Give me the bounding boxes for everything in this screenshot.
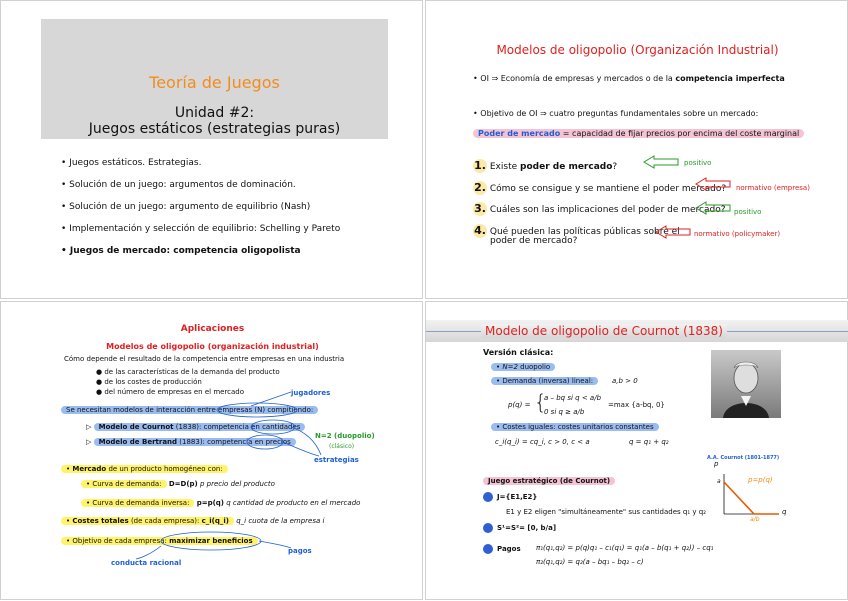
label-estrategias: estrategias: [314, 456, 359, 464]
bullet-objetivo: • Objetivo de OI ⇒ cuatro preguntas fundamentales sobre un mercado:: [473, 109, 759, 118]
list-item: ● del número de empresas en el mercado: [96, 388, 245, 396]
arrow-left-icon: [696, 178, 730, 190]
intro: Cómo depende el resultado de la competencia entre empresas en una industria: [64, 355, 345, 363]
arrow-left-icon: [644, 156, 678, 168]
graph-ab: a/b: [750, 516, 760, 523]
pq-label: p(q) =: [508, 401, 531, 409]
graph-curve-label: p=p(q): [748, 476, 773, 484]
tag-3: positivo: [734, 208, 762, 216]
bullet-5: • Juegos de mercado: competencia oligopolista: [61, 246, 301, 256]
q-sum: q = q₁ + q₂: [629, 438, 669, 446]
objetivo-line: • Objetivo de cada empresa: maximizar beneficios: [61, 537, 258, 545]
curva-demanda: • Curva de demanda: D=D(p) p precio del producto: [81, 480, 275, 488]
costes-line: • Costes totales (de cada empresa): c_i(q_i) q_i cuota de la empresa i: [61, 517, 324, 525]
tag-2: normativo (empresa): [736, 184, 810, 192]
slide-subtitle: Modelos de oligopolio (organización industrial): [106, 342, 319, 351]
list-item: ● de las características de la demanda del producto: [96, 368, 280, 376]
case-1: a – bq si q < a/b: [544, 394, 602, 402]
slide-title: Modelos de oligopolio (Organización Industrial): [496, 43, 779, 57]
graph-a: a: [717, 478, 721, 485]
interaction-line: Se necesitan modelos de interacción entre empresas (N) compitiendo:: [61, 406, 318, 414]
slide-4: [425, 301, 848, 600]
graph-axis-p: p: [714, 460, 719, 468]
ab-condition: a,b > 0: [612, 377, 638, 385]
max-expr: =max {a-bq, 0}: [608, 401, 665, 409]
label-jugadores: jugadores: [291, 389, 331, 397]
s-line: S¹=S²= [0, b/a]: [483, 523, 556, 533]
question-3: 3. Cuáles son las implicaciones del poder de mercado?: [474, 202, 726, 215]
slide-3: [0, 301, 423, 600]
arrow-left-icon: [696, 202, 730, 214]
portrait-caption: A.A. Cournot (1801-1877): [707, 455, 780, 461]
label-duopolio: N=2 (duopolio): [315, 432, 375, 440]
n2-line: • N=2 duopolio: [491, 363, 555, 371]
annotations: [1, 302, 424, 601]
bullet-4: • Implementación y selección de equilibrio: Schelling y Pareto: [61, 224, 341, 234]
bullet-3: • Solución de un juego: argumento de equilibrio (Nash): [61, 202, 311, 212]
label-clasico: (clásico): [329, 443, 355, 450]
slide-subtitle: Unidad #2:: [174, 105, 255, 121]
question-4-line2: poder de mercado?: [490, 236, 578, 246]
pago-2: π₂(q₁,q₂) = q₂(a – bq₁ – bq₂ – c): [536, 558, 644, 566]
slide-title: Modelo de oligopolio de Cournot (1838): [481, 324, 727, 338]
arrows: [426, 1, 848, 300]
case-2: 0 si q ≥ a/b: [544, 408, 585, 416]
tag-4: normativo (policymaker): [694, 230, 781, 238]
pagos-label: Pagos: [483, 544, 521, 554]
bullet-oi: • OI ⇒ Economía de empresas y mercados o de la competencia imperfecta: [473, 74, 785, 83]
cournot-line: ▷ Modelo de Cournot (1838): competencia en cantidades: [86, 423, 305, 431]
question-1: 1. Existe poder de mercado?: [474, 159, 618, 172]
label-pagos: pagos: [288, 547, 312, 555]
curva-inversa: • Curva de demanda inversa: p=p(q) q cantidad de producto en el mercado: [81, 499, 360, 507]
bullet-1: • Juegos estáticos. Estrategias.: [61, 158, 202, 168]
slide-2: [425, 0, 848, 299]
question-2: 2. Cómo se consigue y se mantiene el poder mercado?: [474, 181, 727, 194]
slide-subtitle-2: Juegos estáticos (estrategias puras): [88, 121, 341, 137]
slide-1: [0, 0, 423, 299]
list-item: ● de los costes de producción: [96, 378, 202, 386]
mercado-line: • Mercado de un producto homogéneo con:: [61, 465, 228, 473]
costes-formula: c_i(q_i) = cq_i, c > 0, c < a: [495, 438, 590, 446]
pago-1: π₁(q₁,q₂) = p(q)q₁ – c₁(q₁) = q₁(a – b(q₁ + q₂)) – cq₁: [536, 544, 714, 552]
demand-graph: [426, 302, 848, 601]
slide-title: Aplicaciones: [180, 324, 245, 334]
poder-definition: Poder de mercado = capacidad de fijar precios por encima del coste marginal: [473, 129, 804, 138]
version: Versión clásica:: [483, 348, 554, 357]
j-line: J={E1,E2}: [483, 492, 537, 502]
demanda-line: • Demanda (inversa) lineal:: [491, 377, 598, 385]
brace: {: [534, 390, 547, 414]
label-conducta: conducta racional: [111, 559, 182, 567]
tag-1: positivo: [684, 159, 712, 167]
juego-title: Juego estratégico (de Cournot): [483, 477, 615, 485]
title-box: [41, 19, 388, 139]
costes-line: • Costes iguales: costes unitarios constantes: [491, 423, 659, 431]
bullet-2: • Solución de un juego: argumentos de dominación.: [61, 180, 296, 190]
arrow-left-icon: [656, 226, 690, 238]
j-text: E1 y E2 eligen "simultáneamente" sus cantidades q₁ y q₂: [506, 508, 706, 516]
graph-axis-q: q: [782, 508, 787, 516]
slide-title: Teoría de Juegos: [149, 73, 280, 92]
question-4: 4. Qué pueden las políticas públicas sobre el: [474, 224, 680, 237]
bertrand-line: ▷ Modelo de Bertrand (1883): competencia en precios: [86, 438, 296, 446]
